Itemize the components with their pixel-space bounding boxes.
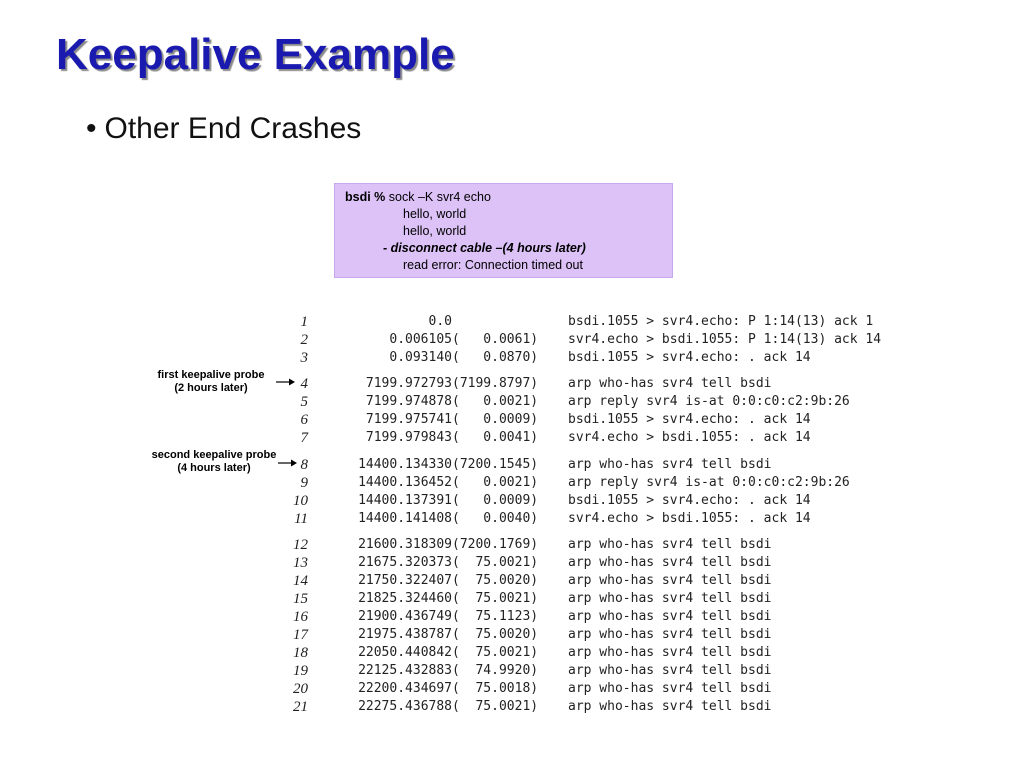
trace-message: svr4.echo > bsdi.1055: . ack 14 — [568, 511, 811, 526]
trace-delta: ( 75.0021) — [452, 591, 539, 606]
trace-line-number: 19 — [293, 663, 308, 679]
trace-line-number: 11 — [294, 511, 308, 527]
trace-message: arp who-has svr4 tell bsdi — [568, 555, 772, 570]
trace-message: arp reply svr4 is-at 0:0:c0:c2:9b:26 — [568, 475, 850, 490]
trace-line-number: 15 — [293, 591, 308, 607]
trace-delta: ( 0.0021) — [452, 475, 539, 490]
trace-line-number: 7 — [300, 430, 308, 446]
trace-timestamp: 7199.975741 — [365, 412, 452, 427]
trace-line-number: 18 — [293, 645, 308, 661]
trace-timestamp: 7199.974878 — [365, 394, 452, 409]
trace-timestamp: 7199.979843 — [365, 430, 452, 445]
shell-command-line — [345, 190, 491, 204]
trace-delta: ( 75.0021) — [452, 555, 539, 570]
trace-delta: ( 75.0021) — [452, 645, 539, 660]
trace-timestamp: 14400.134330 — [358, 457, 452, 472]
trace-line-number: 3 — [300, 350, 308, 366]
trace-line-number: 4 — [300, 376, 308, 392]
trace-message: arp who-has svr4 tell bsdi — [568, 681, 772, 696]
trace-line-number: 21 — [293, 699, 308, 715]
trace-message: bsdi.1055 > svr4.echo: . ack 14 — [568, 493, 811, 508]
trace-message: arp who-has svr4 tell bsdi — [568, 645, 772, 660]
trace-timestamp: 22050.440842 — [358, 645, 452, 660]
trace-message: bsdi.1055 > svr4.echo: . ack 14 — [568, 412, 811, 427]
trace-timestamp: 14400.136452 — [358, 475, 452, 490]
trace-timestamp: 0.093140 — [389, 350, 452, 365]
trace-timestamp: 0.006105 — [389, 332, 452, 347]
trace-message: arp who-has svr4 tell bsdi — [568, 609, 772, 624]
trace-message: arp who-has svr4 tell bsdi — [568, 627, 772, 642]
trace-delta: (7200.1545) — [452, 457, 539, 472]
trace-delta: ( 75.0020) — [452, 627, 539, 642]
trace-delta: ( 75.0021) — [452, 699, 539, 714]
trace-delta: ( 75.0018) — [452, 681, 539, 696]
trace-delta: ( 0.0870) — [452, 350, 539, 365]
trace-line-number: 13 — [293, 555, 308, 571]
shell-command: sock –K svr4 echo — [385, 190, 491, 204]
trace-message: bsdi.1055 > svr4.echo: P 1:14(13) ack 1 — [568, 314, 874, 329]
trace-delta: ( 75.1123) — [452, 609, 539, 624]
trace-delta: ( 74.9920) — [452, 663, 539, 678]
trace-line-number: 6 — [300, 412, 308, 428]
trace-timestamp: 21600.318309 — [358, 537, 452, 552]
trace-timestamp: 7199.972793 — [365, 376, 452, 391]
trace-line-number: 17 — [293, 627, 308, 643]
trace-line-number: 16 — [293, 609, 308, 625]
trace-line-number: 9 — [300, 475, 308, 491]
bullet-text: Other End Crashes — [104, 112, 362, 145]
trace-timestamp: 14400.137391 — [358, 493, 452, 508]
callout-sublabel: (4 hours later) — [177, 462, 251, 474]
shell-annotation: - disconnect cable –(4 hours later) — [383, 241, 586, 255]
callout-label: first keepalive probe — [157, 369, 265, 381]
bullet-item — [86, 112, 361, 146]
shell-output-line: hello, world — [403, 224, 467, 238]
trace-delta: ( 0.0041) — [452, 430, 539, 445]
trace-timestamp: 22275.436788 — [358, 699, 452, 714]
trace-timestamp: 21900.436749 — [358, 609, 452, 624]
trace-message: arp who-has svr4 tell bsdi — [568, 591, 772, 606]
trace-message: arp who-has svr4 tell bsdi — [568, 663, 772, 678]
trace-message: arp who-has svr4 tell bsdi — [568, 699, 772, 714]
trace-message: arp reply svr4 is-at 0:0:c0:c2:9b:26 — [568, 394, 850, 409]
shell-session-box — [334, 183, 673, 278]
trace-timestamp: 0.0 — [428, 314, 452, 329]
trace-line-number: 8 — [300, 457, 308, 473]
trace-delta: (7199.8797) — [452, 376, 539, 391]
trace-message: arp who-has svr4 tell bsdi — [568, 573, 772, 588]
bullet-marker: • — [86, 112, 97, 145]
callout-label: second keepalive probe — [151, 449, 277, 461]
trace-delta: ( 0.0009) — [452, 493, 539, 508]
trace-timestamp: 21825.324460 — [358, 591, 452, 606]
trace-timestamp: 22200.434697 — [358, 681, 452, 696]
trace-line-number: 5 — [300, 394, 308, 410]
shell-output-line: hello, world — [403, 207, 467, 221]
shell-error-line: read error: Connection timed out — [403, 258, 583, 272]
trace-message: bsdi.1055 > svr4.echo: . ack 14 — [568, 350, 811, 365]
callout-sublabel: (2 hours later) — [174, 382, 248, 394]
trace-message: arp who-has svr4 tell bsdi — [568, 376, 772, 391]
trace-line-number: 14 — [293, 573, 308, 589]
trace-line-number: 2 — [300, 332, 308, 348]
trace-delta: ( 0.0009) — [452, 412, 539, 427]
first-probe-callout — [140, 369, 282, 395]
trace-timestamp: 21750.322407 — [358, 573, 452, 588]
trace-timestamp: 21975.438787 — [358, 627, 452, 642]
trace-message: arp who-has svr4 tell bsdi — [568, 537, 772, 552]
trace-line-number: 1 — [300, 314, 308, 330]
trace-message: svr4.echo > bsdi.1055: P 1:14(13) ack 14 — [568, 332, 882, 347]
trace-delta: (7200.1769) — [452, 537, 539, 552]
trace-line-number: 20 — [293, 681, 308, 697]
trace-delta: ( 75.0020) — [452, 573, 539, 588]
trace-message: arp who-has svr4 tell bsdi — [568, 457, 772, 472]
second-probe-callout — [140, 449, 288, 475]
slide-title: Keepalive Example — [56, 30, 455, 79]
trace-line-number: 12 — [293, 537, 308, 553]
trace-delta: ( 0.0040) — [452, 511, 539, 526]
trace-timestamp: 22125.432883 — [358, 663, 452, 678]
trace-message: svr4.echo > bsdi.1055: . ack 14 — [568, 430, 811, 445]
trace-delta: ( 0.0061) — [452, 332, 539, 347]
trace-delta: ( 0.0021) — [452, 394, 539, 409]
trace-timestamp: 14400.141408 — [358, 511, 452, 526]
trace-timestamp: 21675.320373 — [358, 555, 452, 570]
trace-line-number: 10 — [293, 493, 308, 509]
shell-prompt: bsdi % — [345, 190, 386, 204]
